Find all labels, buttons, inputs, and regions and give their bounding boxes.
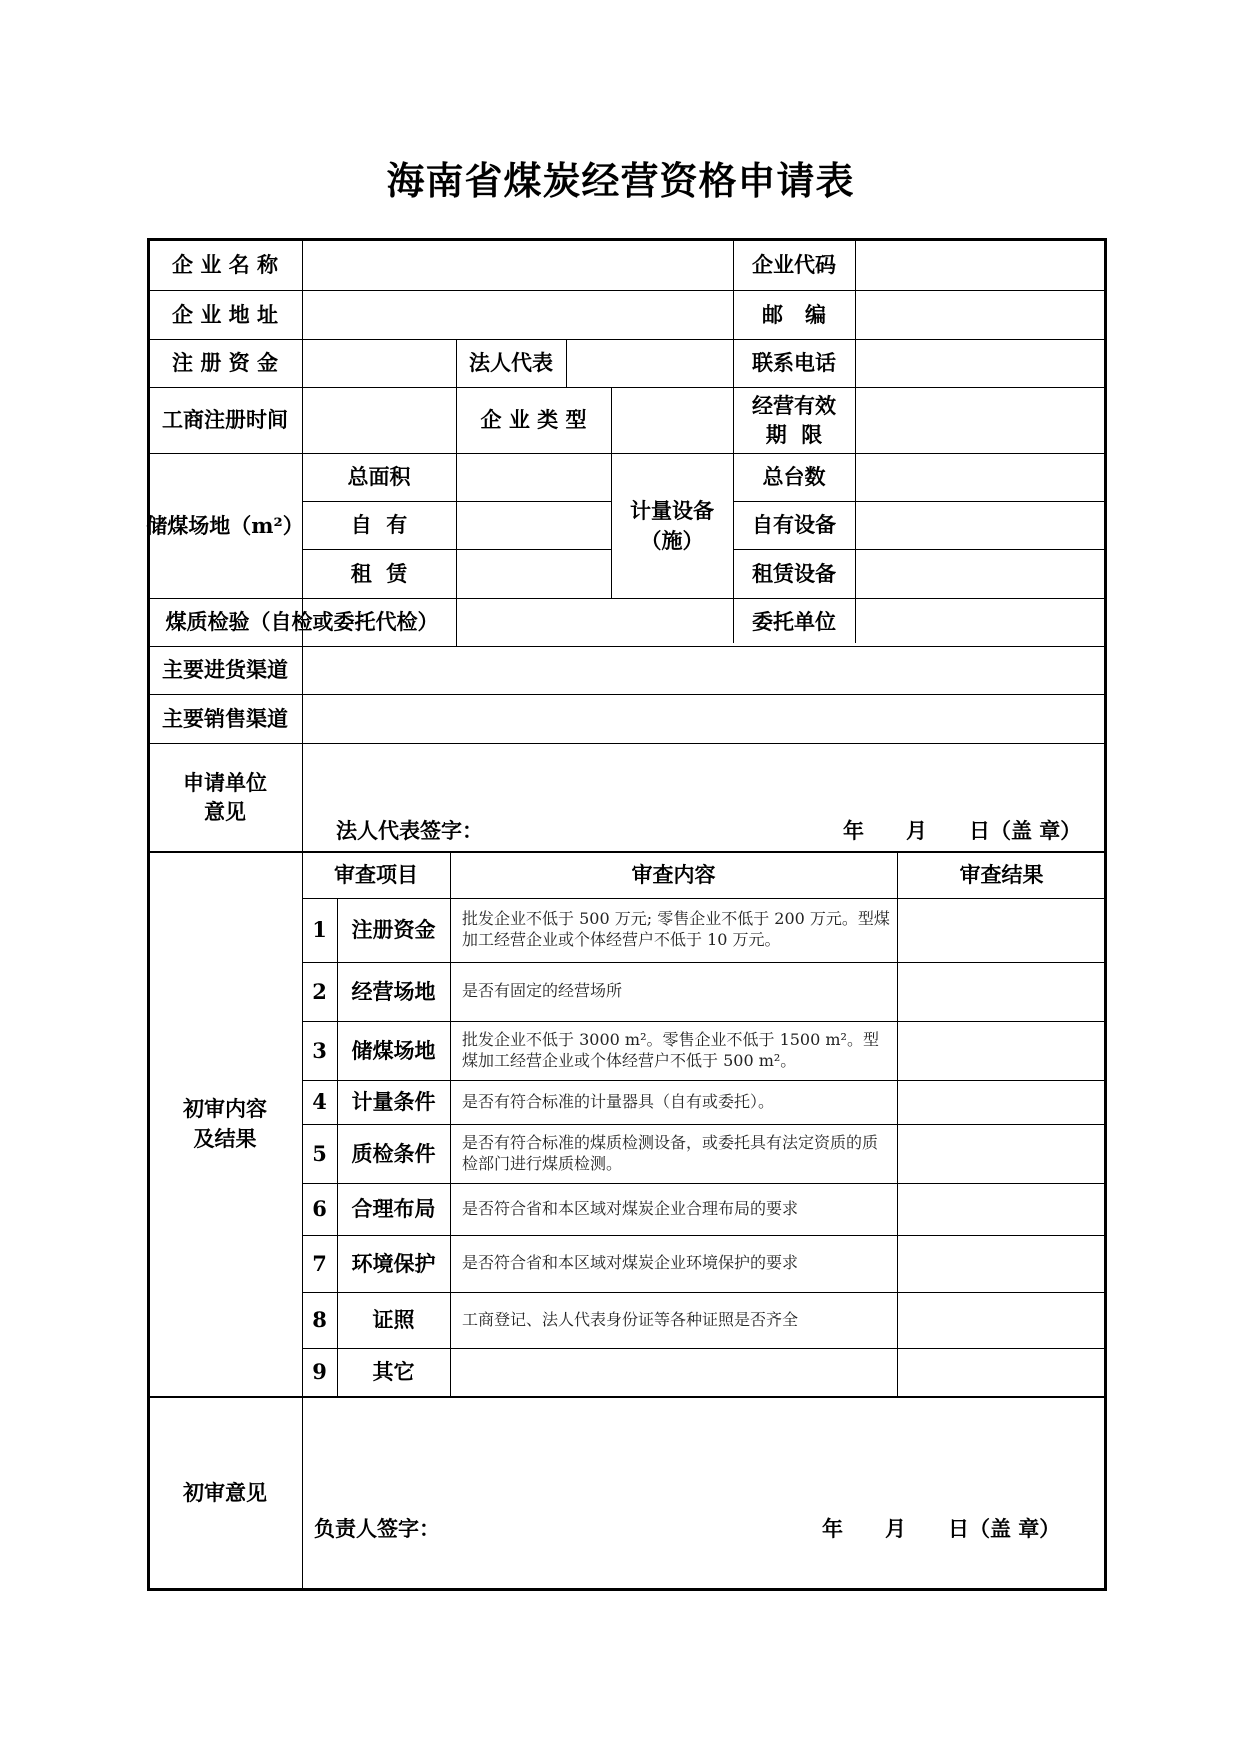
label-validity <box>733 387 855 453</box>
review-row-no: 2 <box>312 978 327 1004</box>
postcode-field[interactable] <box>856 290 1106 339</box>
owned-field[interactable] <box>457 501 611 549</box>
company-code-field[interactable] <box>856 239 1106 290</box>
label-phone: 联系电话 <box>752 350 836 376</box>
label-company-type: 企 业 类 型 <box>480 407 587 433</box>
registered-capital-field[interactable] <box>303 339 456 387</box>
review-row-no: 4 <box>312 1089 327 1115</box>
label-validity-line2: 期 限 <box>765 422 823 447</box>
label-leased-equipment: 租赁设备 <box>752 560 836 586</box>
review-row-no: 7 <box>312 1250 327 1276</box>
review-row-result[interactable] <box>898 962 1106 1021</box>
label-applicant-opinion <box>148 743 302 851</box>
label-storage-site: 储煤场地（m²） <box>146 512 304 538</box>
review-row-item: 证照 <box>372 1307 415 1333</box>
phone-field[interactable] <box>856 339 1106 387</box>
label-applicant-opinion-line2: 意见 <box>204 799 246 824</box>
sales-channel-field[interactable] <box>303 694 1106 743</box>
review-row-content: 是否有固定的经营场所 <box>462 981 623 1001</box>
entrusted-unit-field[interactable] <box>856 598 1106 646</box>
review-row-item: 储煤场地 <box>351 1037 436 1063</box>
legal-rep-field[interactable] <box>567 339 733 387</box>
label-metering <box>611 453 733 598</box>
quality-test-field[interactable] <box>457 598 733 646</box>
review-row-result[interactable] <box>898 898 1106 962</box>
label-entrusted-unit: 委托单位 <box>752 609 836 635</box>
purchase-channel-field[interactable] <box>303 646 1106 694</box>
label-initial-opinion: 初审意见 <box>183 1479 267 1505</box>
company-name-field[interactable] <box>303 239 733 290</box>
review-row-content: 批发企业不低于 500 万元; 零售企业不低于 200 万元。型煤加工经营企业或个体经营户不低于 10 万元。 <box>462 909 890 949</box>
review-row-no: 9 <box>312 1359 327 1385</box>
review-row-result[interactable] <box>898 1348 1106 1396</box>
label-sales-channel: 主要销售渠道 <box>162 705 288 731</box>
label-review-section <box>148 851 302 1396</box>
review-row-no: 5 <box>312 1140 327 1166</box>
label-owned: 自 有 <box>350 512 408 538</box>
review-row-no: 1 <box>312 917 327 943</box>
review-row-content: 批发企业不低于 3000 m²。零售企业不低于 1500 m²。型煤加工经营企业或个体经营户不低于 500 m²。 <box>462 1029 879 1070</box>
header-review-content: 审查内容 <box>631 861 716 887</box>
label-legal-rep: 法人代表 <box>469 350 553 376</box>
review-row-no: 6 <box>312 1196 327 1222</box>
label-registration-time: 工商注册时间 <box>162 407 288 433</box>
initial-opinion-field[interactable] <box>303 1396 1106 1589</box>
review-row-item: 注册资金 <box>351 917 436 943</box>
registration-time-field[interactable] <box>303 387 456 453</box>
review-row-content: 工商登记、法人代表身份证等各种证照是否齐全 <box>462 1309 799 1329</box>
label-company-name: 企 业 名 称 <box>172 251 278 277</box>
label-registered-capital: 注 册 资 金 <box>172 350 278 376</box>
company-type-field[interactable] <box>612 387 733 453</box>
review-row-content <box>450 1348 897 1396</box>
review-row-content: 是否符合省和本区域对煤炭企业合理布局的要求 <box>462 1198 799 1218</box>
review-row-content: 是否有符合标准的煤质检测设备，或委托具有法定资质的质检部门进行煤质检测。 <box>462 1132 879 1173</box>
review-row-content: 是否有符合标准的计量器具（自有或委托）。 <box>462 1091 775 1111</box>
validity-field[interactable] <box>856 387 1106 453</box>
review-row-result[interactable] <box>898 1235 1106 1292</box>
label-validity-line1: 经营有效 <box>752 392 836 418</box>
label-review-line2: 及结果 <box>193 1125 257 1151</box>
label-leased: 租 赁 <box>350 560 408 586</box>
review-row-item: 其它 <box>372 1359 415 1385</box>
initial-signature-label: 负责人签字： <box>314 1516 440 1541</box>
label-review-line1: 初审内容 <box>183 1096 267 1122</box>
review-row-item: 经营场地 <box>351 978 436 1004</box>
applicant-date-stamp: 年 月 日（盖 章） <box>843 818 1082 843</box>
review-row-result[interactable] <box>898 1124 1106 1183</box>
company-address-field[interactable] <box>303 290 733 339</box>
review-row-item: 计量条件 <box>351 1089 436 1115</box>
label-metering-line2: （施） <box>640 527 704 553</box>
label-total-area: 总面积 <box>347 464 411 490</box>
review-row-item: 质检条件 <box>351 1140 436 1166</box>
review-row-no: 3 <box>312 1037 327 1063</box>
review-row-result[interactable] <box>898 1080 1106 1124</box>
initial-date-stamp: 年 月 日（盖 章） <box>822 1516 1061 1541</box>
label-purchase-channel: 主要进货渠道 <box>162 657 288 683</box>
review-row-result[interactable] <box>898 1021 1106 1080</box>
review-row-result[interactable] <box>898 1183 1106 1235</box>
label-postcode: 邮 编 <box>762 301 826 327</box>
label-applicant-opinion-line1: 申请单位 <box>183 769 267 795</box>
header-review-result: 审查结果 <box>959 861 1044 887</box>
review-row-no: 8 <box>312 1307 327 1333</box>
leased-equipment-field[interactable] <box>856 549 1106 598</box>
review-row-content: 是否符合省和本区域对煤炭企业环境保护的要求 <box>462 1253 799 1273</box>
leased-field[interactable] <box>457 549 611 598</box>
owned-equipment-field[interactable] <box>856 501 1106 549</box>
label-metering-line1: 计量设备 <box>630 498 714 524</box>
legal-signature-label: 法人代表签字： <box>336 818 483 843</box>
form-title: 海南省煤炭经营资格申请表 <box>386 158 855 203</box>
label-company-code: 企业代码 <box>752 251 836 277</box>
label-total-units: 总台数 <box>762 464 826 490</box>
review-row-result[interactable] <box>898 1292 1106 1348</box>
total-units-field[interactable] <box>856 453 1106 501</box>
label-quality-test: 煤质检验（自检或委托代检） <box>165 609 439 635</box>
label-owned-equipment: 自有设备 <box>752 512 836 538</box>
total-area-field[interactable] <box>457 453 611 501</box>
review-row-item: 合理布局 <box>351 1196 436 1222</box>
review-row-item: 环境保护 <box>351 1250 436 1276</box>
header-review-item: 审查项目 <box>334 861 418 887</box>
label-company-address: 企 业 地 址 <box>172 301 278 327</box>
